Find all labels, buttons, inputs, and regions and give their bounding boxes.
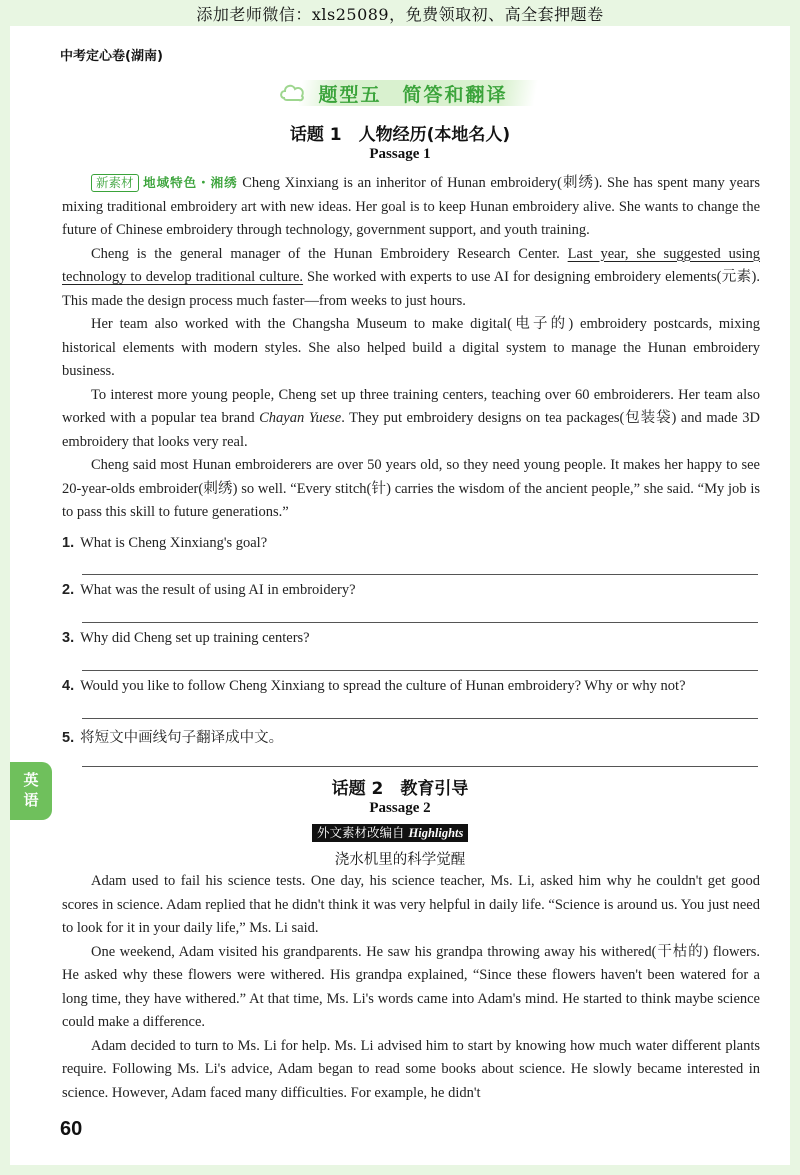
paragraph-text: To interest more young people, Cheng set up three training centers, teaching over 60 embroiderers. Her team also worked with a popular tea brand (62, 386, 760, 426)
question-number: 1. (62, 535, 75, 551)
passage-1-paragraph-1 (62, 171, 760, 243)
passage-1-paragraph-3: Her team also worked with the Changsha Museum to make digital(电子的) embroidery postcards, mixing historical elements with modern styles. She also helped build a digital system to manage the Hunan embroidery business. (62, 316, 760, 379)
passage-1-paragraph-2 (62, 243, 760, 314)
question-number: 2. (62, 582, 75, 598)
tab-char: 语 (23, 791, 39, 809)
question-text: Would you like to follow Cheng Xinxiang to spread the culture of Hunan embroidery? Why or why not? (80, 678, 686, 694)
passage-1-body (62, 171, 760, 525)
answer-line-1[interactable] (82, 574, 758, 575)
passage-1-paragraph-5: Cheng said most Hunan embroiderers are over 50 years old, so they need young people. It makes her happy to see 20-year-olds embroider(刺绣) so well. “Every stitch(针) carries the wisdom of the ancient people,” she said. “My job is to pass this skill to future generations.” (62, 457, 760, 520)
question-text: What is Cheng Xinxiang's goal? (80, 535, 268, 551)
tab-char: 英 (23, 771, 39, 789)
question-5 (62, 726, 760, 747)
paragraph-text: Cheng Xinxiang is an inheritor of Hunan embroidery(刺绣). She has spent many years mixing traditional embroidery art with new ideas. Her goal is to keep Hunan embroidery alive. She wants to change the future of Chinese embroidery through technology, government support, and youth training. (62, 175, 761, 238)
topic-2-title: 话题 2 教育引导 (331, 779, 469, 799)
section-title: 题型五 简答和翻译 (318, 84, 508, 106)
answer-line-5[interactable] (82, 766, 758, 767)
brand-name: Chayan Yuese (259, 410, 342, 426)
source-label (312, 824, 468, 842)
watermark: 添加老师微信：xls25089，免费领取初、高全套押题卷 (196, 5, 604, 24)
new-material-tag: 新素材 (91, 174, 139, 192)
passage-1-title: Passage 1 (369, 146, 431, 162)
passage-2-title: Passage 2 (369, 800, 431, 816)
question-text: Why did Cheng set up training centers? (80, 630, 310, 646)
question-4 (62, 678, 760, 695)
passage-2-body (62, 870, 760, 1105)
question-2 (62, 582, 760, 599)
source-name: Highlights (408, 826, 464, 840)
topic-1-title: 话题 1 人物经历(本地名人) (289, 125, 511, 145)
question-number: 3. (62, 630, 75, 646)
passage-1-paragraph-4 (62, 384, 760, 455)
question-text: What was the result of using AI in embroidery? (80, 582, 356, 598)
source-prefix: 外文素材改编自 (317, 825, 405, 840)
question-number: 5. (62, 730, 75, 746)
region-tag: 地域特色・湘绣 (143, 175, 238, 190)
series-title: 中考定心卷(湖南) (60, 49, 163, 64)
answer-line-4[interactable] (82, 718, 758, 719)
passage-2-paragraph-2: One weekend, Adam visited his grandparents. He saw his grandpa throwing away his withered(干枯的) flowers. He asked why these flowers were withered. His grandpa explained, “Since these flowers haven't been watered for a long time, they have withered.” At that time, Ms. Li's words came into Adam's mind. He started to think maybe science could make a difference. (62, 943, 760, 1030)
paragraph-text: She worked with experts to use AI for designing embroidery elements(元素). This made the design process much faster—from weeks to just hours. (62, 269, 760, 309)
passage-2-paragraph-1: Adam used to fail his science tests. One day, his science teacher, Ms. Li, asked him why he couldn't get good scores in science. Adam replied that he didn't think it was very helpful in daily life. “Science is around us. You just need to look for it in your daily life,” Ms. Li said. (62, 873, 760, 936)
paragraph-text: Cheng is the general manager of the Hunan Embroidery Research Center. (91, 245, 568, 262)
question-text: 将短文中画线句子翻译成中文。 (80, 730, 284, 746)
paragraph-text: . They put embroidery designs on tea packages(包装袋) and made 3D embroidery that looks very real. (62, 410, 760, 450)
page-number: 60 (60, 1118, 83, 1140)
section-banner (278, 76, 548, 110)
question-number: 4. (62, 678, 75, 694)
question-3 (62, 630, 760, 647)
story-title: 浇水机里的科学觉醒 (334, 852, 466, 868)
passage-2-paragraph-3: Adam decided to turn to Ms. Li for help. Ms. Li advised him to start by knowing how much water different plants require. Following Ms. Li's advice, Adam began to read some books about science. He slowly became interested in science. However, Adam faced many difficulties. For example, he didn't (62, 1037, 760, 1101)
answer-line-2[interactable] (82, 622, 758, 623)
answer-line-3[interactable] (82, 670, 758, 671)
underlined-sentence: Last year, she suggested using technology to develop traditional culture. (62, 245, 760, 285)
question-1 (62, 535, 760, 552)
